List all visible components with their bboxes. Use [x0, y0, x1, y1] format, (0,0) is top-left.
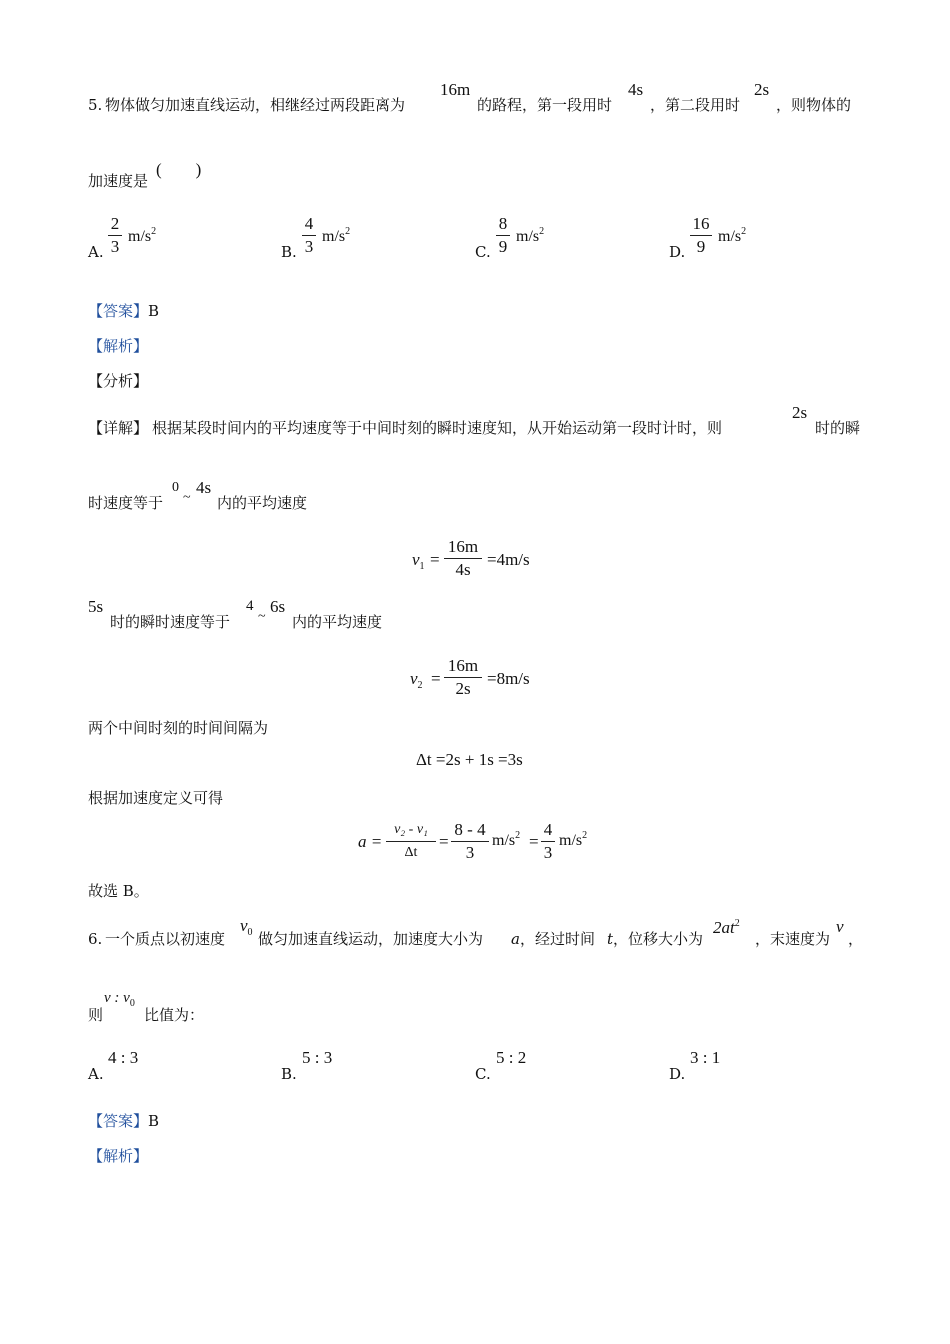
- fraction-bar: [444, 558, 482, 559]
- fraction-bar: [444, 677, 482, 678]
- option-fraction: [302, 214, 316, 257]
- q5-line3-4: 4: [246, 598, 254, 614]
- fraction-bar: [496, 235, 510, 236]
- eq4-unit: [492, 832, 520, 850]
- option-letter: A.: [88, 243, 104, 261]
- fraction-denominator: 9: [498, 237, 508, 256]
- q5-stem-a: 物体做匀加速直线运动，相继经过两段距离为: [105, 96, 406, 114]
- q6-stem-a: 一个质点以初速度: [105, 930, 226, 948]
- option-letter: D.: [669, 243, 686, 261]
- q6-answer-line: [88, 1111, 159, 1131]
- q5-line2-a: 时速度等于: [88, 494, 164, 512]
- fraction-denominator: Δt: [404, 845, 418, 860]
- v0-symbol: v: [240, 916, 248, 935]
- fraction-denominator: 2s: [455, 679, 471, 698]
- answer-tag: 【答案】: [88, 1112, 149, 1130]
- eq2-result: =8m/s: [487, 669, 530, 688]
- unit-exponent: 2: [515, 830, 521, 841]
- eq4-fraction-2: [451, 820, 489, 863]
- fraction-denominator: 4s: [455, 560, 471, 579]
- q5-line3-6s: 6s: [270, 597, 286, 616]
- q5-line2-tilde: ~: [183, 490, 191, 505]
- v0-subscript: 0: [247, 927, 253, 938]
- fraction-numerator: 4: [304, 214, 314, 233]
- q5-answer-line: [88, 301, 159, 321]
- q6-stem-f: ，: [848, 930, 864, 948]
- eq4-fraction-3: [541, 820, 555, 863]
- q5-fenxi-tag: 【分析】: [88, 372, 149, 390]
- unit-exponent: 2: [151, 226, 157, 237]
- q5-time1: 4s: [628, 80, 644, 99]
- q6-option-d-value: 3 : 1: [690, 1048, 721, 1067]
- eq2-v: [410, 669, 423, 689]
- option-unit: [516, 228, 544, 246]
- q5-stem-c: ，第二段用时: [650, 96, 741, 114]
- fraction-denominator: 9: [696, 237, 706, 256]
- q6-stem-c: ，经过时间: [520, 930, 596, 948]
- q6-option-a-value: 4 : 3: [108, 1048, 139, 1067]
- q6-ratio: [104, 990, 135, 1007]
- ratio-subscript: 0: [129, 998, 135, 1009]
- eq4-a: a =: [358, 832, 383, 851]
- eq1-result: =4m/s: [487, 550, 530, 569]
- answer-tag: 【答案】: [88, 302, 149, 320]
- q6-number: 6.: [88, 930, 103, 948]
- eq4-fraction-1: [386, 820, 436, 863]
- eq2-v-subscript: 2: [417, 680, 423, 691]
- q5-line3-b: 内的平均速度: [292, 613, 383, 631]
- eq4-equals-b: =: [439, 832, 449, 851]
- q5-interval-text: 两个中间时刻的时间间隔为: [88, 719, 269, 737]
- option-unit: [718, 228, 746, 246]
- q6-displacement: [713, 918, 740, 938]
- q5-stem-b: 的路程，第一段用时: [477, 96, 613, 114]
- displacement-text: 2at: [713, 918, 735, 937]
- fraction-denominator: 3: [543, 843, 553, 862]
- option-fraction: [108, 214, 122, 257]
- unit-exponent: 2: [345, 226, 351, 237]
- q5-definition-text: 根据加速度定义可得: [88, 789, 224, 807]
- fraction-numerator: v₂ - v₁: [394, 822, 428, 837]
- fraction-bar: [451, 841, 489, 842]
- answer-value: B: [148, 302, 160, 320]
- unit-text: m/s: [559, 832, 583, 849]
- q6-v: v: [836, 917, 844, 936]
- q6-stem-e: ，末速度为: [755, 930, 831, 948]
- eq1-fraction: [444, 537, 482, 580]
- eq2-equals: =: [431, 669, 441, 688]
- fraction-numerator: 4: [543, 820, 553, 839]
- answer-value: B: [148, 1112, 160, 1130]
- q6-option-b-letter: B.: [281, 1065, 297, 1083]
- q5-conclusion: 故选 B。: [88, 882, 149, 900]
- displacement-exponent: 2: [734, 918, 740, 929]
- fraction-denominator: 3: [465, 843, 475, 862]
- q5-line2-zero: 0: [172, 480, 179, 495]
- unit-text: m/s: [516, 228, 540, 245]
- option-letter: B.: [281, 243, 297, 261]
- eq2-v-symbol: v: [410, 669, 418, 688]
- fraction-numerator: 16: [692, 214, 710, 233]
- q6-line2-a: 则: [88, 1006, 104, 1024]
- q6-stem-d: ，位移大小为: [613, 930, 704, 948]
- eq1-v-symbol: v: [412, 550, 420, 569]
- q6-option-b-value: 5 : 3: [302, 1048, 333, 1067]
- ratio-text: v : v: [104, 990, 130, 1006]
- q5-paren: ( ): [156, 160, 202, 179]
- eq2-fraction: [444, 656, 482, 699]
- q5-line3-5s: 5s: [88, 597, 104, 616]
- eq1-v-subscript: 1: [419, 561, 425, 572]
- q5-stem-d: ，则物体的: [776, 96, 852, 114]
- q5-line3-a: 时的瞬时速度等于: [110, 613, 231, 631]
- q6-option-a-letter: A.: [88, 1065, 104, 1083]
- option-unit: [128, 228, 156, 246]
- unit-exponent: 2: [741, 226, 747, 237]
- fraction-bar: [541, 841, 555, 842]
- q5-stem-e: 加速度是: [88, 172, 149, 190]
- option-fraction: [496, 214, 510, 257]
- eq3-interval: Δt =2s + 1s =3s: [416, 750, 523, 769]
- unit-text: m/s: [492, 832, 516, 849]
- q5-line3-tilde: ~: [258, 609, 266, 624]
- eq1-v: [412, 550, 425, 570]
- q5-line2-b: 内的平均速度: [217, 494, 308, 512]
- q5-detail-a: 根据某段时间内的平均速度等于中间时刻的瞬时速度知，从开始运动第一段时计时，则: [152, 419, 723, 437]
- q5-detail-time: 2s: [792, 403, 808, 422]
- eq4-unit-2: [559, 832, 587, 850]
- q6-t: t: [607, 930, 614, 948]
- fraction-bar: [386, 841, 436, 842]
- fraction-numerator: 16m: [447, 656, 479, 675]
- fraction-denominator: 3: [110, 237, 120, 256]
- q6-stem-b: 做匀加速直线运动，加速度大小为: [258, 930, 484, 948]
- q5-line2-4s: 4s: [196, 478, 212, 497]
- q6-v0: [240, 916, 253, 936]
- eq4-equals-c: =: [529, 832, 539, 851]
- option-letter: C.: [475, 243, 491, 261]
- q6-option-c-letter: C.: [475, 1065, 491, 1083]
- unit-text: m/s: [322, 228, 346, 245]
- q5-analysis-tag: 【解析】: [88, 337, 149, 355]
- unit-text: m/s: [128, 228, 152, 245]
- q6-a: a: [511, 930, 520, 948]
- q5-time2: 2s: [754, 80, 770, 99]
- q5-detail-b: 时的瞬: [815, 419, 861, 437]
- fraction-bar: [108, 235, 122, 236]
- unit-exponent: 2: [539, 226, 545, 237]
- q6-analysis-tag: 【解析】: [88, 1147, 149, 1165]
- unit-text: m/s: [718, 228, 742, 245]
- fraction-bar: [690, 235, 712, 236]
- q6-option-d-letter: D.: [669, 1065, 686, 1083]
- q6-option-c-value: 5 : 2: [496, 1048, 527, 1067]
- q5-distance: 16m: [440, 80, 471, 99]
- q5-detail-tag: 【详解】: [88, 419, 149, 437]
- fraction-numerator: 16m: [447, 537, 479, 556]
- q5-number: 5.: [88, 96, 103, 114]
- fraction-numerator: 8 - 4: [454, 820, 486, 839]
- fraction-bar: [302, 235, 316, 236]
- q6-line2-b: 比值为：: [144, 1006, 205, 1024]
- unit-exponent: 2: [582, 830, 588, 841]
- eq1-equals: =: [430, 550, 440, 569]
- option-fraction: [690, 214, 712, 257]
- option-unit: [322, 228, 350, 246]
- fraction-numerator: 2: [110, 214, 120, 233]
- fraction-denominator: 3: [304, 237, 314, 256]
- fraction-numerator: 8: [498, 214, 508, 233]
